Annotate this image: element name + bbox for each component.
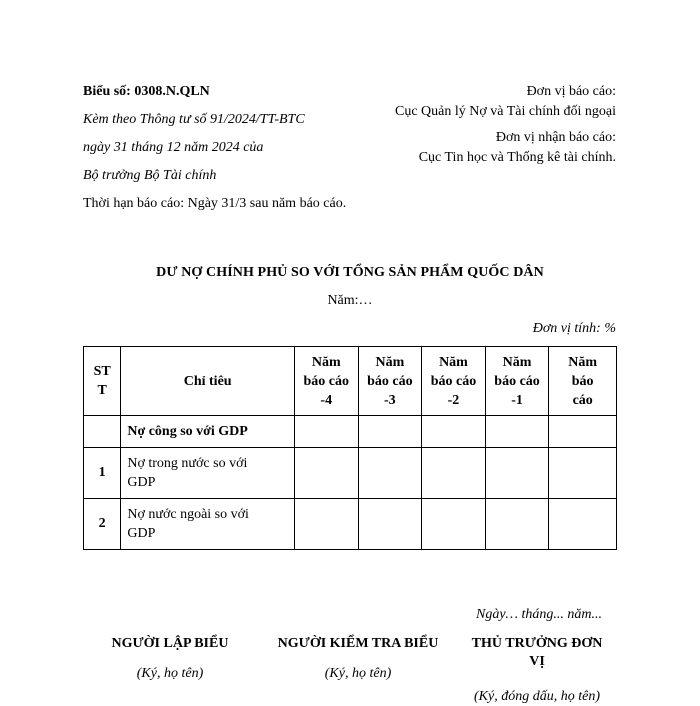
table-cell: [294, 416, 358, 448]
unit-of-measure: Đơn vị tính: %: [532, 321, 616, 336]
table-cell: [422, 416, 486, 448]
header-right: [386, 82, 616, 168]
attached-circular: Kèm theo Thông tư số 91/2024/TT-BTC: [83, 112, 305, 127]
table-cell: [358, 499, 422, 550]
table-cell: [485, 416, 549, 448]
checker-note: (Ký, họ tên): [324, 666, 392, 681]
header-stt: ST T: [84, 347, 121, 416]
table-row: [84, 448, 617, 499]
table-cell: [485, 499, 549, 550]
table-cell: [422, 448, 486, 499]
header-year-minus-1: Năm báo cáo -1: [485, 347, 549, 416]
head-title: THỦ TRƯỞNG ĐƠN VỊ: [471, 636, 603, 669]
row-stt: 1: [84, 448, 121, 499]
header-year-minus-2: Năm báo cáo -2: [422, 347, 486, 416]
table-header-row: [84, 347, 617, 416]
row-indicator: Nợ trong nước so với GDP: [121, 448, 295, 499]
table-cell: [549, 448, 617, 499]
signature-preparer: [95, 635, 245, 683]
reporting-unit: Cục Quản lý Nợ và Tài chính đối ngoại: [395, 104, 616, 119]
row-indicator: Nợ công so với GDP: [121, 416, 295, 448]
report-title: DƯ NỢ CHÍNH PHỦ SO VỚI TỔNG SẢN PHẨM QUỐC DÂN: [156, 265, 544, 280]
table-cell: [294, 499, 358, 550]
table-cell: [358, 448, 422, 499]
preparer-note: (Ký, họ tên): [136, 666, 204, 681]
header-year-minus-4: Năm báo cáo -4: [294, 347, 358, 416]
table-cell: [294, 448, 358, 499]
header-indicator: Chỉ tiêu: [121, 347, 295, 416]
issue-date: ngày 31 tháng 12 năm 2024 của: [83, 140, 264, 155]
reporting-unit-label: Đơn vị báo cáo:: [526, 84, 616, 99]
signature-head: [462, 635, 612, 706]
header-left: [83, 82, 358, 222]
signature-date: Ngày… tháng... năm...: [476, 607, 602, 622]
table-cell: [549, 499, 617, 550]
header-year-minus-3: Năm báo cáo -3: [358, 347, 422, 416]
table-cell: [358, 416, 422, 448]
preparer-title: NGƯỜI LẬP BIỂU: [111, 636, 229, 651]
header-report-year: Năm báo cáo: [549, 347, 617, 416]
report-deadline: Thời hạn báo cáo: Ngày 31/3 sau năm báo cáo.: [83, 196, 347, 211]
row-stt: [84, 416, 121, 448]
receiving-unit: Cục Tin học và Thống kê tài chính.: [418, 150, 616, 165]
receiving-unit-label: Đơn vị nhận báo cáo:: [495, 130, 616, 145]
data-table: [83, 346, 617, 550]
table-cell: [485, 448, 549, 499]
signature-checker: [268, 635, 448, 683]
table-row: [84, 499, 617, 550]
table-cell: [422, 499, 486, 550]
form-number: Biểu số: 0308.N.QLN: [83, 84, 210, 99]
head-note: (Ký, đóng dấu, họ tên): [474, 689, 600, 704]
row-stt: 2: [84, 499, 121, 550]
row-indicator: Nợ nước ngoài so với GDP: [121, 499, 295, 550]
issuer: Bộ trưởng Bộ Tài chính: [83, 168, 217, 183]
table-row: [84, 416, 617, 448]
table-cell: [549, 416, 617, 448]
report-year: Năm:…: [327, 293, 373, 308]
checker-title: NGƯỜI KIỂM TRA BIỂU: [277, 636, 439, 651]
